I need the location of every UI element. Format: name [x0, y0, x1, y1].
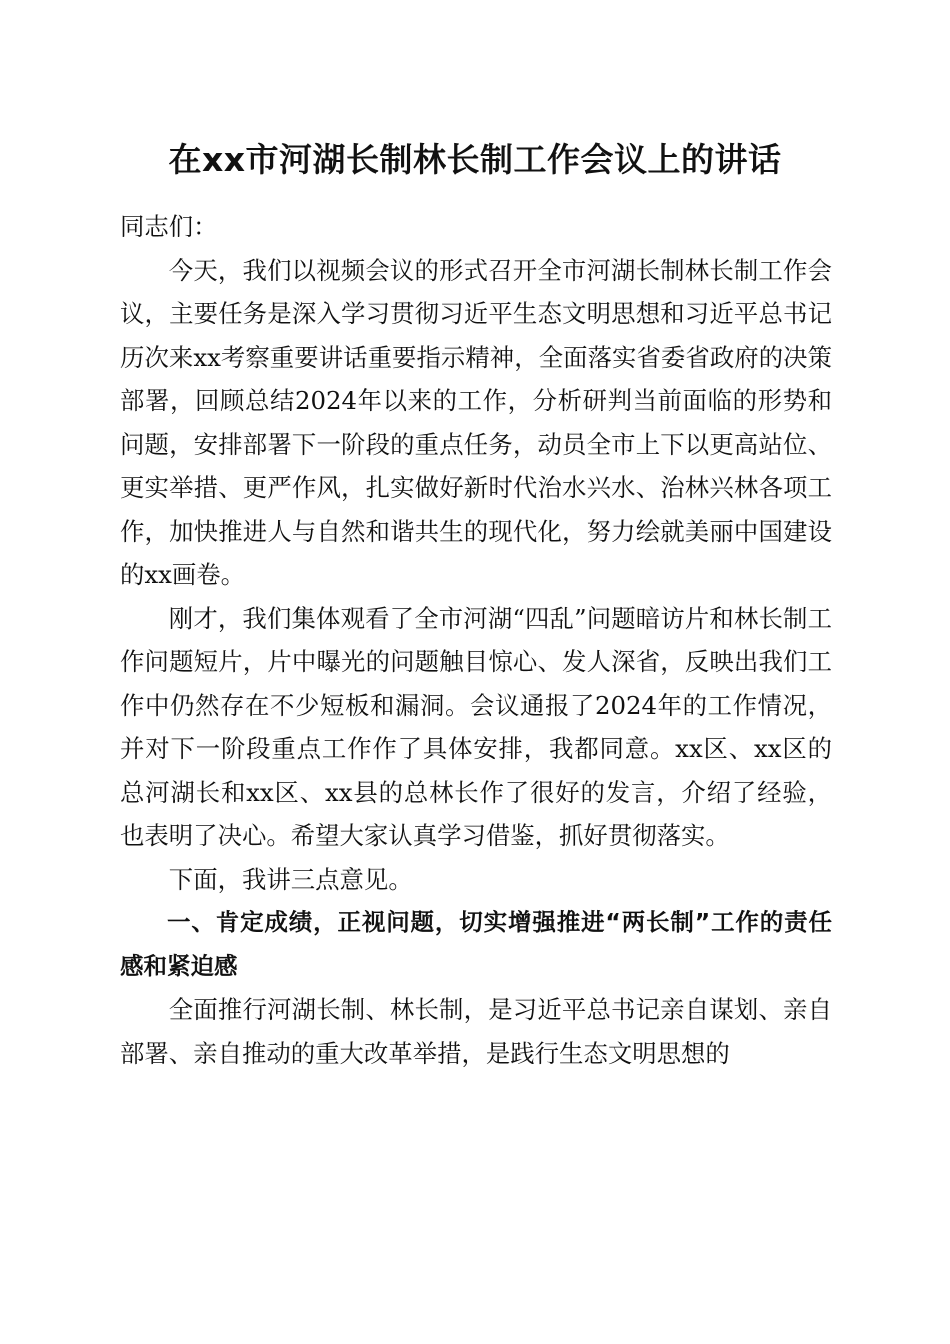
document-body: [120, 205, 832, 1075]
paragraph-opening: 今天，我们以视频会议的形式召开全市河湖长制林长制工作会议，主要任务是深入学习贯彻习近平生态文明思想和习近平总书记历次来xx考察重要讲话重要指示精神，全面落实省委省政府的决策部署，回顾总结2024年以来的工作，分析研判当前面临的形势和问题，安排部署下一阶段的重点任务，动员全市上下以更高站位、更实举措、更严作风，扎实做好新时代治水兴水、治林兴林各项工作，加快推进人与自然和谐共生的现代化，努力绘就美丽中国建设的xx画卷。: [120, 255, 832, 589]
salutation: 同志们：: [120, 212, 218, 241]
document-title: 在xx市河湖长制林长制工作会议上的讲话: [168, 140, 782, 179]
paragraph-review: 刚才，我们集体观看了全市河湖“四乱”问题暗访片和林长制工作问题短片，片中曝光的问题触目惊心、发人深省，反映出我们工作中仍然存在不少短板和漏洞。会议通报了2024年的工作情况，并对下一阶段重点工作作了具体安排，我都同意。xx区、xx区的总河湖长和xx区、xx县的总林长作了很好的发言，介绍了经验，也表明了决心。希望大家认真学习借鉴，抓好贯彻落实。: [120, 603, 832, 850]
paragraph-section-1: 全面推行河湖长制、林长制，是习近平总书记亲自谋划、亲自部署、亲自推动的重大改革举措，是践行生态文明思想的: [120, 995, 832, 1068]
section-heading-1: 一、肯定成绩，正视问题，切实增强推进“两长制”工作的责任感和紧迫感: [120, 908, 832, 980]
paragraph-transition: 下面，我讲三点意见。: [168, 864, 413, 894]
